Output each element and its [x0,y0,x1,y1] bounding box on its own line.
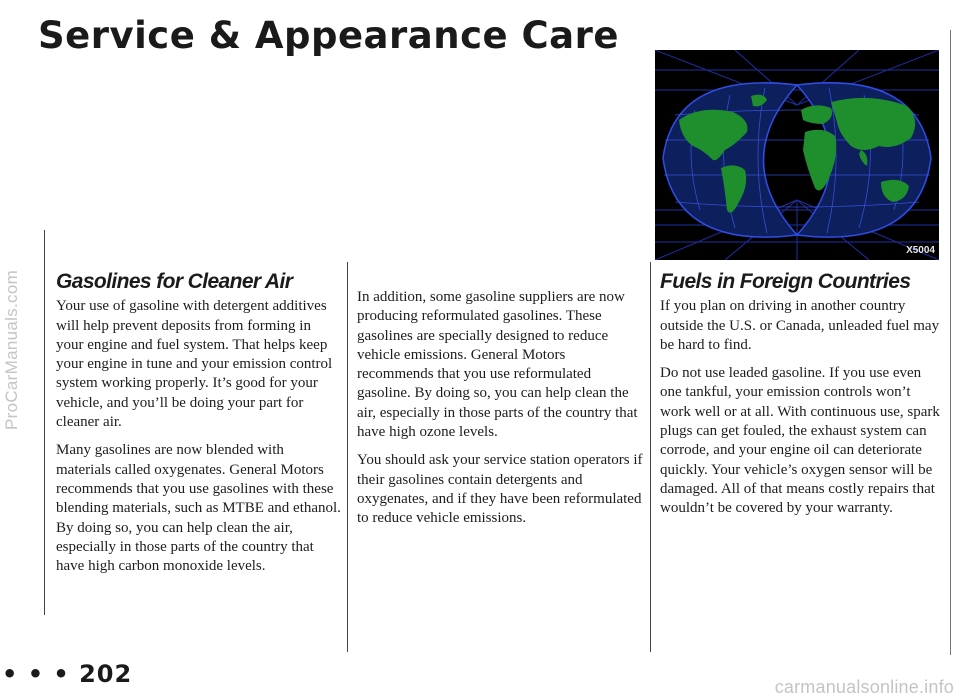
section-heading: Fuels in Foreign Countries [660,270,911,293]
column-rule-left [44,230,45,615]
side-watermark: ProCarManuals.com [2,269,21,431]
body-paragraph: If you plan on driving in another country outside the U.S. or Canada, unleaded fuel may be hard to find. [660,298,940,353]
figure-code-label: X5004 [906,245,935,256]
world-map-figure [655,50,939,260]
column-rule-right [650,262,651,652]
page-edge-rule [950,30,951,655]
column-gasolines-cleaner-air [56,272,341,585]
column-reformulated-gasolines [357,288,643,538]
bottom-watermark: carmanualsonline.info [774,677,954,697]
page-title: Service & Appearance Care [38,14,619,57]
body-paragraph: Do not use leaded gasoline. If you use even one tankful, your emission controls won’t work well or at all. With continuous use, spark plugs can get fouled, the exhaust system can corrode, and your engine oil can deteriorate quickly. Your vehicle’s oxygen sensor will be damaged. All of that means costly repairs that wouldn’t be covered by your warranty. [660,365,940,517]
body-paragraph: In addition, some gasoline suppliers are now producing reformulated gasolines. These gasolines are specially designed to reduce vehicle emissions. General Motors recommends that you use reformulated gasoline. By doing so, you can help clean the air, especially in those parts of the country that have high ozone levels. [357,289,638,441]
page-number [2,660,132,688]
world-grid-illustration [655,50,939,260]
column-rule-middle [347,262,348,652]
column-fuels-foreign-countries [660,272,942,528]
body-paragraph: Your use of gasoline with detergent additives will help prevent deposits from forming in your engine and fuel system. That helps keep your engine in tune and your emission control system working properly. It’s good for your vehicle, and you’ll be doing your part for cleaner air. [56,298,333,431]
page-number-bullets: • • • [2,660,70,688]
page-number-value: 202 [79,660,133,688]
body-paragraph: Many gasolines are now blended with materials called oxygenates. General Motors recommends that you use gasolines with these blending materials, such as MTBE and ethanol. By doing so, you can help clean the air, especially in those parts of the country that have high carbon monoxide levels. [56,442,341,575]
body-paragraph: You should ask your service station operators if their gasolines contain detergents and oxygenates, and if they have been reformulated to reduce vehicle emissions. [357,452,643,527]
section-heading: Gasolines for Cleaner Air [56,270,293,293]
